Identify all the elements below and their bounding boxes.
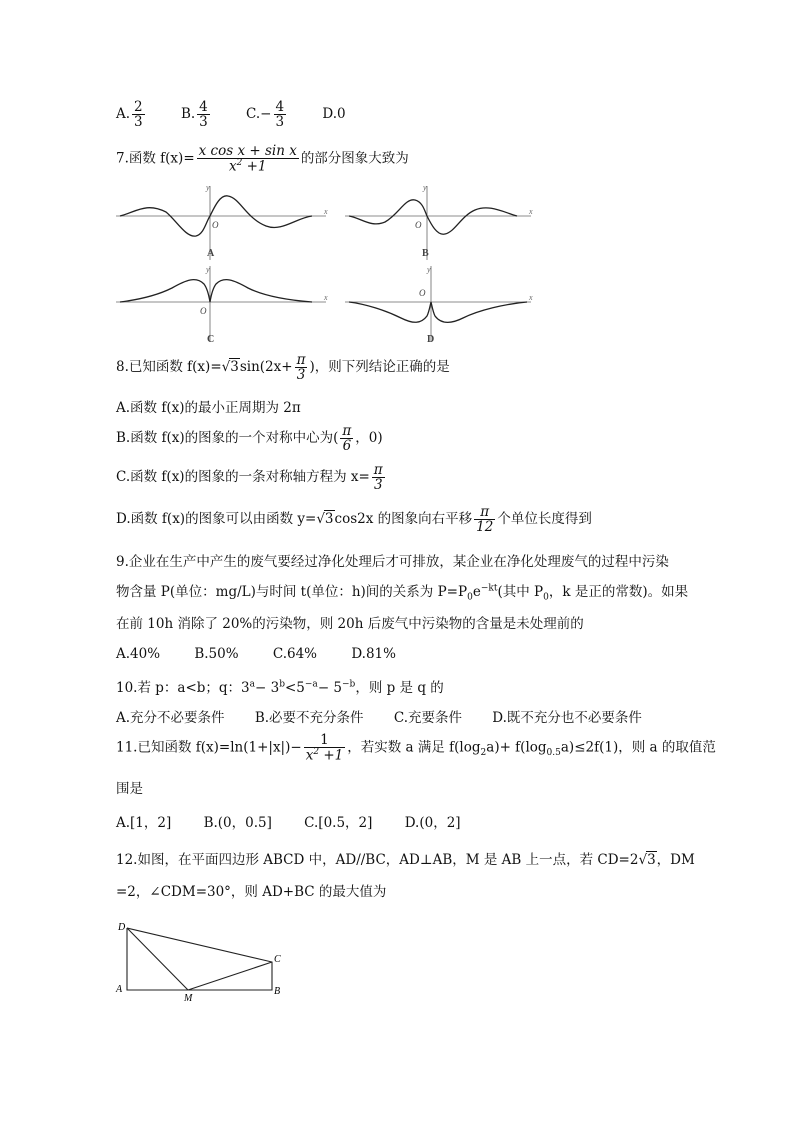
q9-option-d: D.81% bbox=[351, 646, 396, 662]
svg-text:O: O bbox=[200, 306, 207, 316]
svg-text:D: D bbox=[427, 334, 435, 345]
q7-graph-a bbox=[116, 182, 330, 262]
q9-line-1: 9.企业在生产中产生的废气要经过净化处理后才可排放，某企业在净化处理废气的过程中污染 bbox=[116, 554, 669, 570]
q6-option-a: A. $\frac{2}{3}$ bbox=[116, 99, 143, 131]
q11-option-a: A.[1，2] bbox=[116, 815, 172, 831]
q11-option-c: C.[0.5，2] bbox=[304, 815, 373, 831]
q10-options bbox=[116, 706, 642, 726]
q12-line-1: 12.如图，在平面四边形 ABCD 中，AD//BC，AD⊥AB，M 是 AB 上一点，若 CD=2√3，DM bbox=[116, 852, 695, 868]
svg-text:B: B bbox=[274, 986, 281, 997]
q12-line-2: =2，∠CDM=30°，则 AD+BC 的最大值为 bbox=[116, 884, 387, 900]
svg-text:y: y bbox=[427, 265, 431, 274]
svg-text:x: x bbox=[324, 207, 328, 216]
svg-text:M: M bbox=[184, 993, 193, 1004]
q9-option-b: B.50% bbox=[194, 646, 239, 662]
svg-text:A: A bbox=[116, 984, 123, 995]
svg-text:x: x bbox=[529, 207, 533, 216]
q6-option-d: D.0 bbox=[322, 106, 346, 123]
q9-options bbox=[116, 646, 396, 662]
q6-option-b: B. $\frac{4}{3}$ bbox=[180, 99, 208, 131]
q7-graph-d bbox=[345, 262, 535, 346]
svg-text:y: y bbox=[206, 183, 210, 192]
q11-option-b: B.(0，0.5] bbox=[203, 815, 272, 831]
svg-text:x: x bbox=[324, 293, 328, 302]
q10-stem: 10.若 p：a<b；q：$3^a- 3^b<5^{-a}- 5^{-b}$，则 p 是 q 的 bbox=[116, 679, 444, 696]
q7-graph-c bbox=[116, 262, 330, 346]
svg-text:y: y bbox=[423, 183, 427, 192]
q10-option-c: C.充要条件 bbox=[393, 710, 462, 726]
q10-option-d: D.既不充分也不必要条件 bbox=[492, 710, 642, 726]
svg-text:x: x bbox=[529, 293, 533, 302]
q11-options bbox=[116, 811, 461, 831]
q11-option-d: D.(0，2] bbox=[404, 815, 461, 831]
svg-text:A: A bbox=[207, 248, 215, 259]
q11-line-2: 围是 bbox=[116, 781, 143, 797]
q9-line-2: 物含量 P(单位：mg/L)与时间 t(单位：h)间的关系为 $P=P_0e^{-kt}$(其中 $P_0$，k 是正的常数)。如果 bbox=[116, 583, 689, 603]
q10-option-a: A.充分不必要条件 bbox=[116, 710, 225, 726]
svg-text:B: B bbox=[422, 248, 429, 259]
q9-option-a: A.40% bbox=[116, 646, 161, 662]
svg-text:O: O bbox=[212, 220, 219, 230]
svg-text:C: C bbox=[207, 334, 215, 345]
q9-line-3: 在前 10h 消除了 20%的污染物，则 20h 后废气中污染物的含量是未处理前的 bbox=[116, 616, 584, 632]
q9-option-c: C.64% bbox=[272, 646, 318, 662]
q11-stem: 11.已知函数 f(x)=ln(1+|x|)− $\frac{1}{x^2 +1}$ ，若实数 a 满足 $f(\log_2a)+ f(\log_{0.5}a)\le 2f(1)$，则 a 的取值范 bbox=[116, 732, 716, 764]
q6-option-c: C.− $\frac{4}{3}$ bbox=[246, 99, 285, 131]
q8-option-d: D.函数 f(x)的图象可以由函数 y=√3cos2x 的图象向右平移 $\frac{\pi}{12}$ 个单位长度得到 bbox=[116, 504, 592, 536]
q8-option-b: B.函数 f(x)的图象的一个对称中心为( $\frac{\pi}{6}$ ，0) bbox=[116, 423, 383, 455]
svg-text:O: O bbox=[415, 220, 422, 230]
q7-stem: 7.函数 f(x)= $\frac{\text{x cos x + sin x}}{x^2 +1}$ 的部分图象大致为 bbox=[116, 143, 409, 175]
q8-stem: 8.已知函数 f(x)=√3sin(2x+ $\frac{\pi}{3}$ )，则下列结论正确的是 bbox=[116, 352, 450, 384]
svg-text:O: O bbox=[419, 288, 426, 298]
svg-text:y: y bbox=[206, 265, 210, 274]
q6-options bbox=[116, 100, 346, 129]
q10-option-b: B.必要不充分条件 bbox=[254, 710, 364, 726]
q8-option-a: A.函数 f(x)的最小正周期为 2π bbox=[116, 400, 301, 416]
q7-graph-b bbox=[345, 182, 535, 262]
svg-text:D: D bbox=[118, 922, 126, 933]
q12-figure bbox=[112, 918, 292, 1002]
q8-option-c: C.函数 f(x)的图象的一条对称轴方程为 x= $\frac{\pi}{3}$ bbox=[116, 462, 383, 494]
svg-text:C: C bbox=[274, 954, 281, 965]
